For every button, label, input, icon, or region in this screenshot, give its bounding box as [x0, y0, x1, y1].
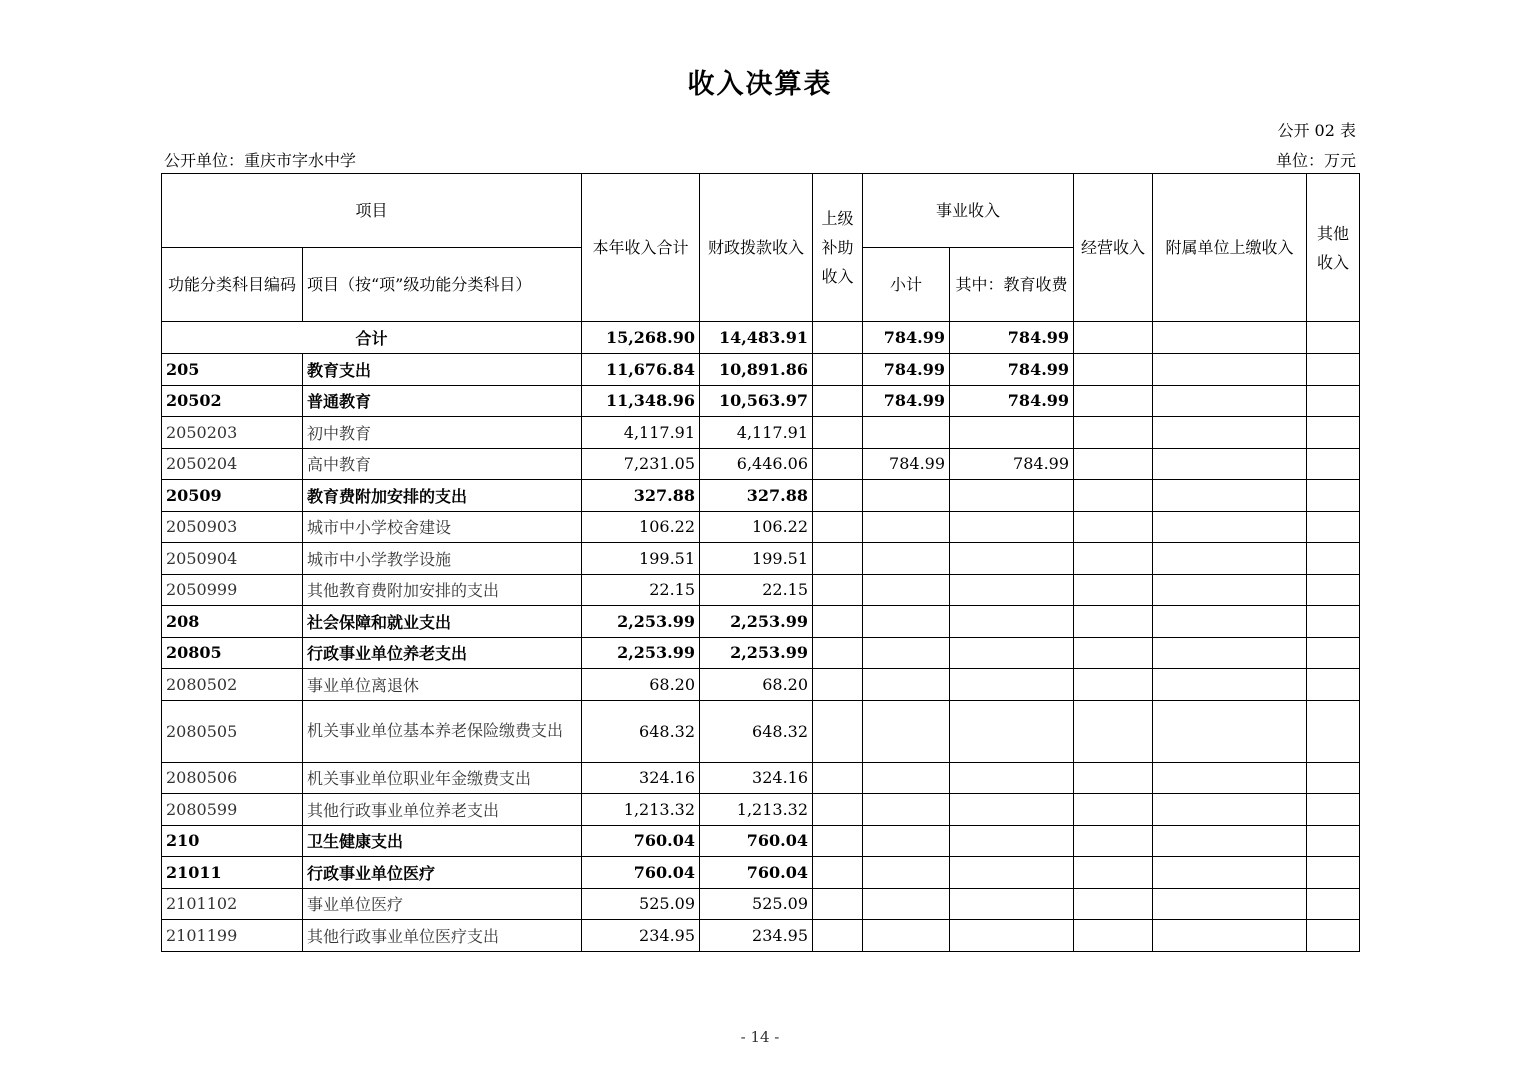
row-other	[1307, 574, 1360, 606]
table-row	[162, 543, 1360, 575]
row-fiscal: 4,117.91	[700, 417, 813, 449]
row-total: 648.32	[582, 700, 700, 762]
row-superior	[813, 762, 863, 794]
row-subtotal: 784.99	[863, 354, 950, 386]
row-affiliated	[1153, 574, 1307, 606]
row-fiscal: 22.15	[700, 574, 813, 606]
row-name: 社会保障和就业支出	[303, 606, 582, 638]
row-code: 21011	[162, 857, 303, 889]
row-other	[1307, 606, 1360, 638]
row-name: 其他行政事业单位养老支出	[303, 794, 582, 826]
row-total: 1,213.32	[582, 794, 700, 826]
row-operating	[1074, 606, 1153, 638]
header-row-1	[162, 174, 1360, 248]
row-subtotal	[863, 857, 950, 889]
reporting-unit: 公开单位：重庆市字水中学	[164, 151, 357, 170]
row-superior	[813, 543, 863, 575]
row-total: 525.09	[582, 888, 700, 920]
table-row	[162, 574, 1360, 606]
row-affiliated	[1153, 669, 1307, 701]
row-operating	[1074, 700, 1153, 762]
row-subtotal	[863, 417, 950, 449]
row-superior	[813, 606, 863, 638]
row-total: 22.15	[582, 574, 700, 606]
row-fiscal: 2,253.99	[700, 637, 813, 669]
row-operating	[1074, 417, 1153, 449]
row-code: 2050904	[162, 543, 303, 575]
row-fiscal: 199.51	[700, 543, 813, 575]
row-code: 2050903	[162, 511, 303, 543]
row-name: 其他教育费附加安排的支出	[303, 574, 582, 606]
row-edu-fee	[950, 825, 1074, 857]
table-row	[162, 354, 1360, 386]
total-label: 合计	[162, 322, 582, 354]
row-subtotal	[863, 762, 950, 794]
row-name: 行政事业单位养老支出	[303, 637, 582, 669]
row-subtotal	[863, 888, 950, 920]
row-fiscal: 10,563.97	[700, 385, 813, 417]
total-affiliated	[1153, 322, 1307, 354]
row-subtotal	[863, 543, 950, 575]
table-row	[162, 794, 1360, 826]
row-other	[1307, 385, 1360, 417]
row-code: 2080599	[162, 794, 303, 826]
row-operating	[1074, 511, 1153, 543]
row-fiscal: 234.95	[700, 920, 813, 952]
row-name: 事业单位医疗	[303, 888, 582, 920]
header-total: 本年收入合计	[582, 174, 700, 322]
total-amount: 15,268.90	[582, 322, 700, 354]
row-edu-fee	[950, 794, 1074, 826]
row-operating	[1074, 825, 1153, 857]
row-total: 199.51	[582, 543, 700, 575]
row-name: 机关事业单位基本养老保险缴费支出	[303, 700, 582, 762]
row-code: 20805	[162, 637, 303, 669]
row-other	[1307, 543, 1360, 575]
row-subtotal	[863, 825, 950, 857]
row-code: 2050203	[162, 417, 303, 449]
row-edu-fee	[950, 480, 1074, 512]
row-code: 2050999	[162, 574, 303, 606]
row-affiliated	[1153, 480, 1307, 512]
row-superior	[813, 700, 863, 762]
row-superior	[813, 511, 863, 543]
row-fiscal: 760.04	[700, 825, 813, 857]
row-edu-fee	[950, 543, 1074, 575]
row-fiscal: 6,446.06	[700, 448, 813, 480]
row-superior	[813, 825, 863, 857]
row-name: 教育费附加安排的支出	[303, 480, 582, 512]
row-affiliated	[1153, 448, 1307, 480]
total-superior	[813, 322, 863, 354]
header-fiscal: 财政拨款收入	[700, 174, 813, 322]
row-code: 20502	[162, 385, 303, 417]
table-row	[162, 511, 1360, 543]
header-other: 其他收入	[1307, 174, 1360, 322]
row-total: 7,231.05	[582, 448, 700, 480]
income-statement-table	[161, 173, 1360, 952]
row-other	[1307, 637, 1360, 669]
row-operating	[1074, 448, 1153, 480]
row-name: 城市中小学校舍建设	[303, 511, 582, 543]
row-affiliated	[1153, 700, 1307, 762]
row-total: 106.22	[582, 511, 700, 543]
unit-of-measure: 单位：万元	[1275, 151, 1356, 170]
row-other	[1307, 700, 1360, 762]
table-row	[162, 700, 1360, 762]
row-subtotal	[863, 480, 950, 512]
row-edu-fee: 784.99	[950, 354, 1074, 386]
row-total: 11,676.84	[582, 354, 700, 386]
row-fiscal: 648.32	[700, 700, 813, 762]
row-operating	[1074, 794, 1153, 826]
row-fiscal: 106.22	[700, 511, 813, 543]
row-fiscal: 1,213.32	[700, 794, 813, 826]
table-row	[162, 606, 1360, 638]
row-operating	[1074, 762, 1153, 794]
row-other	[1307, 920, 1360, 952]
row-affiliated	[1153, 543, 1307, 575]
row-subtotal	[863, 794, 950, 826]
row-superior	[813, 637, 863, 669]
row-operating	[1074, 480, 1153, 512]
row-fiscal: 324.16	[700, 762, 813, 794]
row-name: 高中教育	[303, 448, 582, 480]
row-operating	[1074, 543, 1153, 575]
table-row	[162, 669, 1360, 701]
row-other	[1307, 669, 1360, 701]
row-affiliated	[1153, 825, 1307, 857]
row-subtotal: 784.99	[863, 385, 950, 417]
row-subtotal	[863, 511, 950, 543]
row-operating	[1074, 920, 1153, 952]
row-subtotal	[863, 669, 950, 701]
row-total: 2,253.99	[582, 606, 700, 638]
row-affiliated	[1153, 606, 1307, 638]
total-edu-fee: 784.99	[950, 322, 1074, 354]
row-operating	[1074, 888, 1153, 920]
row-subtotal	[863, 920, 950, 952]
row-edu-fee: 784.99	[950, 448, 1074, 480]
row-superior	[813, 920, 863, 952]
header-affiliated: 附属单位上缴收入	[1153, 174, 1307, 322]
row-code: 210	[162, 825, 303, 857]
row-edu-fee: 784.99	[950, 385, 1074, 417]
row-name: 城市中小学教学设施	[303, 543, 582, 575]
row-other	[1307, 825, 1360, 857]
row-code: 2050204	[162, 448, 303, 480]
row-edu-fee	[950, 574, 1074, 606]
total-fiscal: 14,483.91	[700, 322, 813, 354]
row-affiliated	[1153, 857, 1307, 889]
row-superior	[813, 417, 863, 449]
header-superior: 上级补助收入	[813, 174, 863, 322]
row-name: 其他行政事业单位医疗支出	[303, 920, 582, 952]
header-edu-fee: 其中：教育收费	[950, 248, 1074, 322]
row-superior	[813, 385, 863, 417]
row-code: 205	[162, 354, 303, 386]
row-edu-fee	[950, 637, 1074, 669]
row-superior	[813, 888, 863, 920]
row-name: 事业单位离退休	[303, 669, 582, 701]
table-row	[162, 417, 1360, 449]
row-affiliated	[1153, 637, 1307, 669]
table-row	[162, 762, 1360, 794]
header-business: 事业收入	[863, 174, 1074, 248]
row-name: 行政事业单位医疗	[303, 857, 582, 889]
row-affiliated	[1153, 920, 1307, 952]
row-other	[1307, 794, 1360, 826]
table-row	[162, 920, 1360, 952]
header-operating: 经营收入	[1074, 174, 1153, 322]
row-superior	[813, 574, 863, 606]
total-operating	[1074, 322, 1153, 354]
row-edu-fee	[950, 920, 1074, 952]
row-fiscal: 68.20	[700, 669, 813, 701]
row-code: 208	[162, 606, 303, 638]
row-other	[1307, 417, 1360, 449]
page-number: - 14 -	[740, 1028, 780, 1046]
row-fiscal: 760.04	[700, 857, 813, 889]
table-row	[162, 888, 1360, 920]
row-operating	[1074, 574, 1153, 606]
row-operating	[1074, 385, 1153, 417]
row-operating	[1074, 354, 1153, 386]
row-superior	[813, 480, 863, 512]
row-affiliated	[1153, 888, 1307, 920]
header-project: 项目	[162, 174, 582, 248]
row-code: 20509	[162, 480, 303, 512]
table-row	[162, 637, 1360, 669]
row-affiliated	[1153, 762, 1307, 794]
row-code: 2080506	[162, 762, 303, 794]
row-total: 327.88	[582, 480, 700, 512]
row-operating	[1074, 637, 1153, 669]
row-other	[1307, 354, 1360, 386]
row-superior	[813, 448, 863, 480]
row-name: 卫生健康支出	[303, 825, 582, 857]
row-code: 2101102	[162, 888, 303, 920]
row-subtotal	[863, 606, 950, 638]
row-operating	[1074, 669, 1153, 701]
row-superior	[813, 354, 863, 386]
row-fiscal: 10,891.86	[700, 354, 813, 386]
table-row	[162, 825, 1360, 857]
row-total: 4,117.91	[582, 417, 700, 449]
row-total: 760.04	[582, 857, 700, 889]
header-subtotal: 小计	[863, 248, 950, 322]
row-other	[1307, 762, 1360, 794]
row-edu-fee	[950, 606, 1074, 638]
row-affiliated	[1153, 794, 1307, 826]
row-subtotal: 784.99	[863, 448, 950, 480]
row-affiliated	[1153, 385, 1307, 417]
row-name: 普通教育	[303, 385, 582, 417]
row-total: 324.16	[582, 762, 700, 794]
row-affiliated	[1153, 511, 1307, 543]
table-row	[162, 448, 1360, 480]
header-name: 项目（按“项”级功能分类科目）	[303, 248, 582, 322]
page-title: 收入决算表	[687, 69, 833, 100]
table-row	[162, 857, 1360, 889]
row-edu-fee	[950, 762, 1074, 794]
row-edu-fee	[950, 669, 1074, 701]
row-total: 68.20	[582, 669, 700, 701]
row-fiscal: 327.88	[700, 480, 813, 512]
header-code: 功能分类科目编码	[162, 248, 303, 322]
row-other	[1307, 888, 1360, 920]
row-subtotal	[863, 700, 950, 762]
row-name: 机关事业单位职业年金缴费支出	[303, 762, 582, 794]
row-other	[1307, 448, 1360, 480]
row-superior	[813, 857, 863, 889]
row-code: 2080505	[162, 700, 303, 762]
row-code: 2080502	[162, 669, 303, 701]
row-subtotal	[863, 637, 950, 669]
row-total: 2,253.99	[582, 637, 700, 669]
row-edu-fee	[950, 511, 1074, 543]
total-subtotal: 784.99	[863, 322, 950, 354]
table-row	[162, 385, 1360, 417]
row-name: 初中教育	[303, 417, 582, 449]
row-total: 234.95	[582, 920, 700, 952]
row-affiliated	[1153, 354, 1307, 386]
row-edu-fee	[950, 888, 1074, 920]
row-total: 11,348.96	[582, 385, 700, 417]
row-code: 2101199	[162, 920, 303, 952]
total-other	[1307, 322, 1360, 354]
row-edu-fee	[950, 857, 1074, 889]
total-row	[162, 322, 1360, 354]
row-affiliated	[1153, 417, 1307, 449]
row-other	[1307, 480, 1360, 512]
row-operating	[1074, 857, 1153, 889]
row-fiscal: 2,253.99	[700, 606, 813, 638]
row-superior	[813, 794, 863, 826]
row-edu-fee	[950, 700, 1074, 762]
table-row	[162, 480, 1360, 512]
form-code: 公开 02 表	[1277, 121, 1356, 140]
row-other	[1307, 511, 1360, 543]
row-other	[1307, 857, 1360, 889]
row-name: 教育支出	[303, 354, 582, 386]
row-edu-fee	[950, 417, 1074, 449]
row-total: 760.04	[582, 825, 700, 857]
row-subtotal	[863, 574, 950, 606]
row-superior	[813, 669, 863, 701]
row-fiscal: 525.09	[700, 888, 813, 920]
